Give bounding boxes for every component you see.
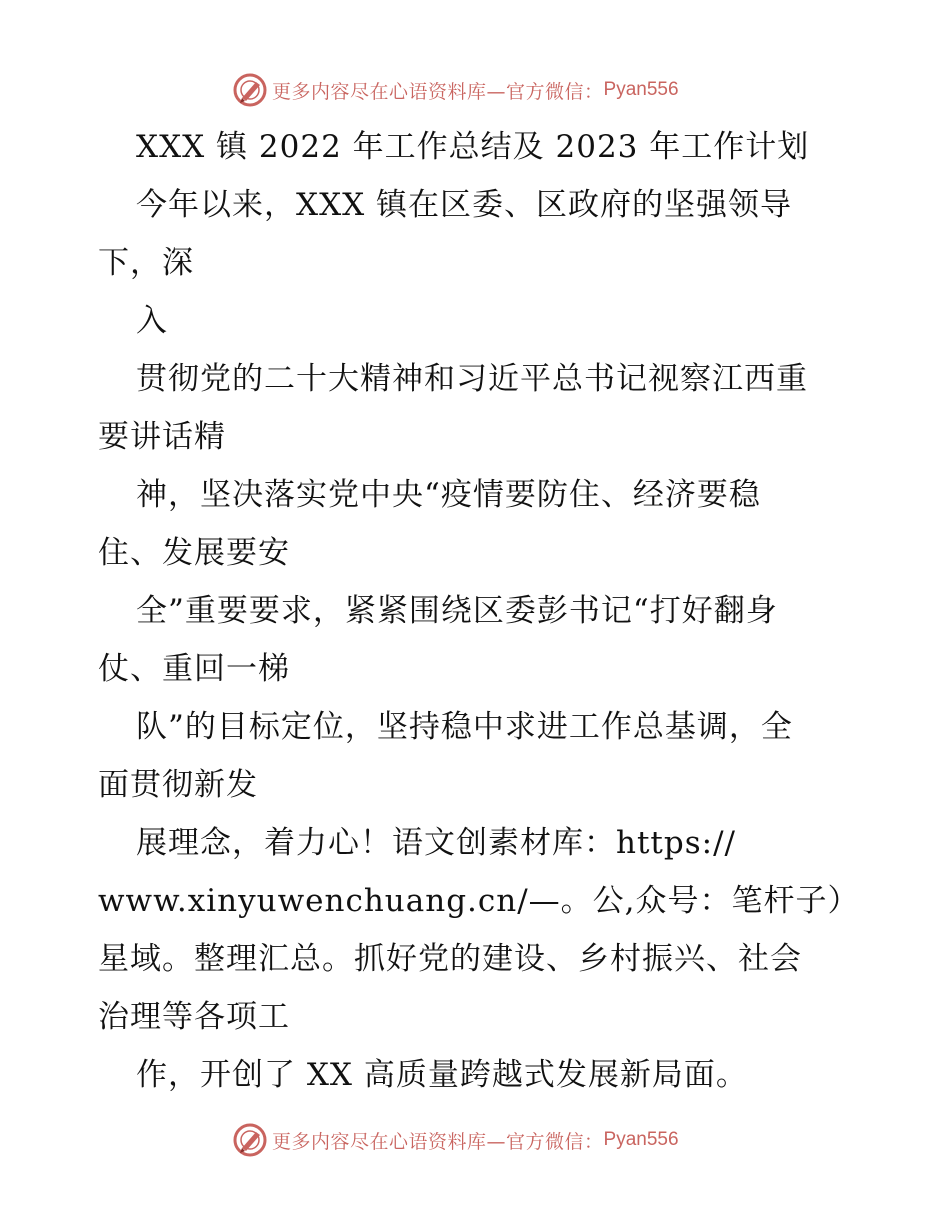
paragraph-line: 仗、重回一梯 <box>98 651 290 687</box>
document-body <box>98 118 858 1104</box>
paragraph-line: 队”的目标定位，坚持稳中求进工作总基调，全 <box>136 709 793 745</box>
paragraph-line: 下，深 <box>98 245 194 281</box>
document-title: XXX 镇 2022 年工作总结及 2023 年工作计划 <box>136 129 810 165</box>
paragraph-line: 入 <box>136 303 168 339</box>
paragraph-line: 今年以来，XXX 镇在区委、区政府的坚强领导 <box>136 187 793 223</box>
paragraph-line: 贯彻党的二十大精神和习近平总书记视察江西重 <box>136 361 808 397</box>
footer-banner-text: 更多内容尽在心语资料库—官方微信： <box>272 1130 604 1153</box>
paragraph-line: 住、发展要安 <box>98 535 290 571</box>
paragraph-line: 面贯彻新发 <box>98 767 258 803</box>
footer-watermark-banner <box>232 1120 679 1160</box>
header-banner-text: 更多内容尽在心语资料库—官方微信： <box>272 80 604 103</box>
paragraph-line: 展理念，着力心！语文创素材库：https:// <box>136 825 736 861</box>
paragraph-line: 要讲话精 <box>98 419 226 455</box>
paragraph-line: 全”重要要求，紧紧围绕区委彭书记“打好翻身 <box>136 593 778 629</box>
paragraph-line: 作，开创了 XX 高质量跨越式发展新局面。 <box>136 1057 748 1093</box>
header-watermark-banner <box>232 70 679 110</box>
pen-circle-logo-icon <box>232 1122 268 1158</box>
pen-circle-logo-icon <box>232 72 268 108</box>
footer-banner-code: Pyan556 <box>603 1129 679 1150</box>
paragraph-line: www.xinyuwenchuang.cn/—。公,众号：笔杆子） <box>98 883 860 919</box>
header-banner-code: Pyan556 <box>603 79 679 100</box>
paragraph-line: 神，坚决落实党中央“疫情要防住、经济要稳 <box>136 477 761 513</box>
paragraph-line: 星域。整理汇总。抓好党的建设、乡村振兴、社会 <box>98 941 802 977</box>
paragraph-line: 治理等各项工 <box>98 999 290 1035</box>
